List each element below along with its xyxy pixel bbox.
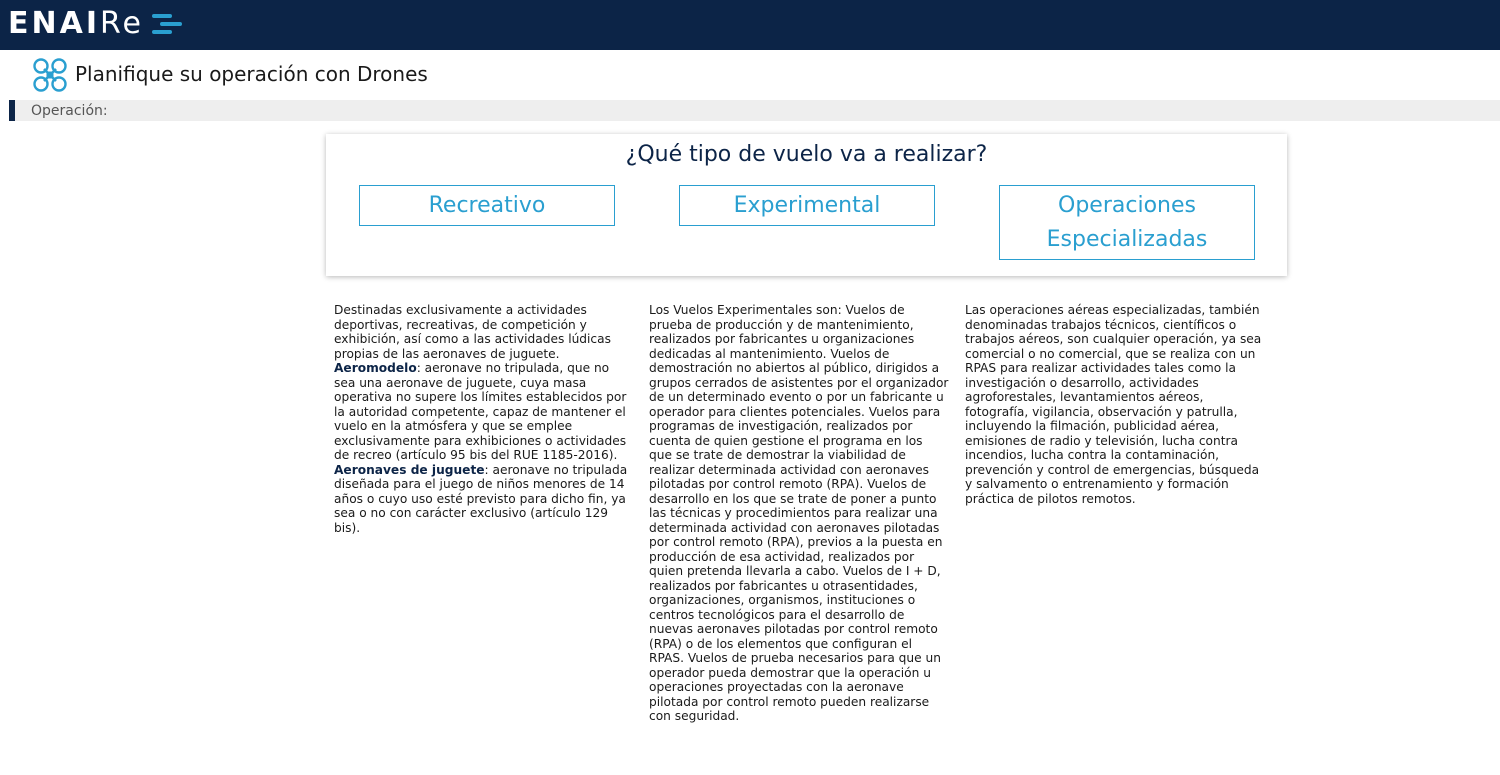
flight-type-card bbox=[326, 134, 1287, 276]
operation-label: Operación: bbox=[31, 103, 108, 119]
logo-text: ENAIRe bbox=[8, 6, 144, 41]
operaciones-especializadas-button[interactable]: Operaciones Especializadas bbox=[999, 185, 1255, 260]
recreativo-intro: Destinadas exclusivamente a actividades deportivas, recreativas, de competición y exhibición, así como a las actividades lúdicas propias de las aeronaves de juguete. bbox=[334, 303, 611, 361]
aeronaves-juguete-definition: : aeronave no tripulada diseñada para el juego de niños menores de 14 años o cuyo uso esté previsto para dicho fin, ya sea o no con carácter exclusivo (artículo 129 bis). bbox=[334, 462, 628, 535]
aeronaves-juguete-term: Aeronaves de juguete bbox=[334, 462, 485, 477]
app-header bbox=[0, 50, 1500, 98]
enaire-arrows-icon bbox=[152, 12, 182, 36]
recreativo-description bbox=[334, 303, 634, 535]
enaire-logo[interactable] bbox=[8, 4, 182, 44]
experimental-button[interactable]: Experimental bbox=[679, 185, 935, 226]
recreativo-button[interactable]: Recreativo bbox=[359, 185, 615, 226]
drone-icon bbox=[33, 58, 67, 92]
page-title: Planifique su operación con Drones bbox=[75, 62, 428, 86]
especializadas-description: Las operaciones aéreas especializadas, también denominadas trabajos técnicos, científicos o trabajos aéreos, son cualquier operación, ya sea comercial o no comercial, que se realiza con un RPAS para realizar actividades tales como la investigación o desarrollo, actividades agroforestales, levantamientos aéreos, fotografía, vigilancia, observación y patrulla, incluyendo la filmación, publicidad aérea, emisiones de radio y televisión, lucha contra incendios, lucha contra la contaminación, prevención y control de emergencias, búsqueda y salvamento o entrenamiento y formación práctica de pilotos remotos. bbox=[965, 303, 1262, 506]
top-bar bbox=[0, 0, 1500, 50]
flight-type-question: ¿Qué tipo de vuelo va a realizar? bbox=[625, 142, 988, 167]
aeromodelo-term: Aeromodelo bbox=[334, 361, 417, 375]
operation-bar bbox=[9, 100, 1500, 121]
aeromodelo-definition: : aeronave no tripulada, que no sea una aeronave de juguete, cuya masa operativa no supere los límites establecidos por la autoridad competente, capaz de mantener el vuelo en la atmósfera y que se emplee exclusivamente para exhibiciones o actividades de recreo (artículo 95 bis del RUE 1185-2016). bbox=[334, 361, 627, 462]
experimental-description: Los Vuelos Experimentales son: Vuelos de prueba de producción y de mantenimiento, realizados por fabricantes u organizaciones dedicadas al mantenimiento. Vuelos de demostración no abiertos al público, dirigidos a grupos cerrados de asistentes por el organizador de un determinado evento o por un fabricante u operador para clientes potenciales. Vuelos para programas de investigación, realizados por cuenta de quien gestione el programa en los que se trate de demostrar la viabilidad de realizar determinada actividad con aeronaves pilotadas por control remoto (RPA). Vuelos de desarrollo en los que se trate de poner a punto las técnicas y procedimientos para realizar una determinada actividad con aeronaves pilotadas por control remoto (RPA), previos a la puesta en producción de esa actividad, realizados por quien pretenda llevarla a cabo. Vuelos de I + D, realizados por fabricantes u otrasentidades, organizaciones, organismos, instituciones o centros tecnológicos para el desarrollo de nuevas aeronaves pilotadas por control remoto (RPA) o de los elementos que configuran el RPAS. Vuelos de prueba necesarios para que un operador pueda demostrar que la operación u operaciones proyectadas con la aeronave pilotada por control remoto pueden realizarse con seguridad. bbox=[649, 303, 949, 723]
